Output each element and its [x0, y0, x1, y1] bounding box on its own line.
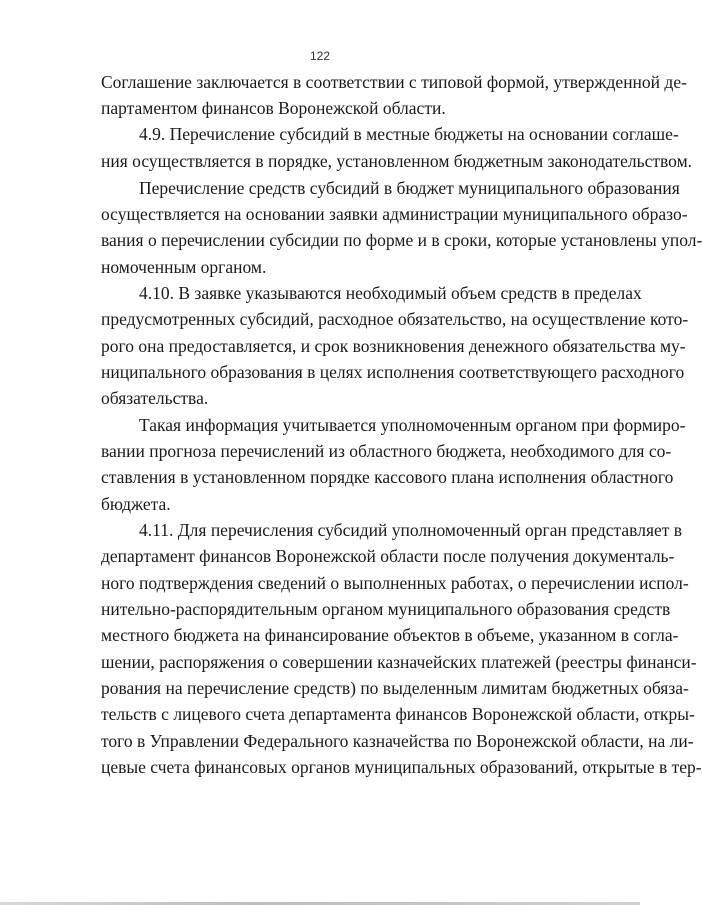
text-line: нительно-распорядительным органом муниципального образования средств — [101, 599, 671, 619]
text-line: шении, распоряжения о совершении казначейских платежей (реестры финанси- — [101, 652, 697, 672]
text-line: Перечисление средств субсидий в бюджет муниципального образования — [139, 178, 680, 198]
text-line: тельств с лицевого счета департамента финансов Воронежской области, откры- — [101, 704, 695, 724]
text-line: предусмотренных субсидий, расходное обязательство, на осуществление кото- — [101, 309, 689, 329]
text-line: цевые счета финансовых органов муниципальных образований, открытые в тер- — [101, 757, 702, 777]
text-line: номоченным органом. — [101, 257, 267, 277]
text-line: 4.11. Для перечисления субсидий уполномоченный орган представляет в — [139, 520, 683, 540]
text-line: ния осуществляется в порядке, установленном бюджетным законодательством. — [101, 151, 693, 171]
text-line: 4.9. Перечисление субсидий в местные бюджеты на основании соглаше- — [139, 124, 679, 144]
text-line: Такая информация учитывается уполномоченным органом при формиро- — [139, 415, 686, 435]
page-number: 122 — [309, 49, 331, 63]
text-line: Соглашение заключается в соответствии с типовой формой, утвержденной де- — [101, 72, 687, 92]
text-line: партаментом финансов Воронежской области. — [101, 98, 446, 118]
text-line: ного подтверждения сведений о выполненных работах, о перечислении испол- — [101, 573, 689, 593]
text-line: департамент финансов Воронежской области после получения документаль- — [101, 546, 675, 566]
text-line: 4.10. В заявке указываются необходимый объем средств в пределах — [139, 283, 642, 303]
text-line: рого она предоставляется, и срок возникновения денежного обязательства му- — [101, 336, 686, 356]
text-line: местного бюджета на финансирование объектов в объеме, указанном в согла- — [101, 625, 679, 645]
text-line: того в Управлении Федерального казначейства по Воронежской области, на ли- — [101, 731, 694, 751]
text-line: обязательства. — [101, 388, 209, 408]
text-line: вания о перечислении субсидии по форме и в сроки, которые установлены упол- — [101, 230, 702, 250]
text-line: осуществляется на основании заявки администрации муниципального образо- — [101, 204, 688, 224]
text-line: бюджета. — [101, 494, 171, 514]
text-line: ниципального образования в целях исполнения соответствующего расходного — [101, 362, 685, 382]
text-line: ставления в установленном порядке кассового плана исполнения областного — [101, 467, 674, 487]
text-line: вании прогноза перечислений из областного бюджета, необходимого для со- — [101, 441, 672, 461]
text-line: рования на перечисление средств) по выделенным лимитам бюджетных обяза- — [101, 678, 689, 698]
